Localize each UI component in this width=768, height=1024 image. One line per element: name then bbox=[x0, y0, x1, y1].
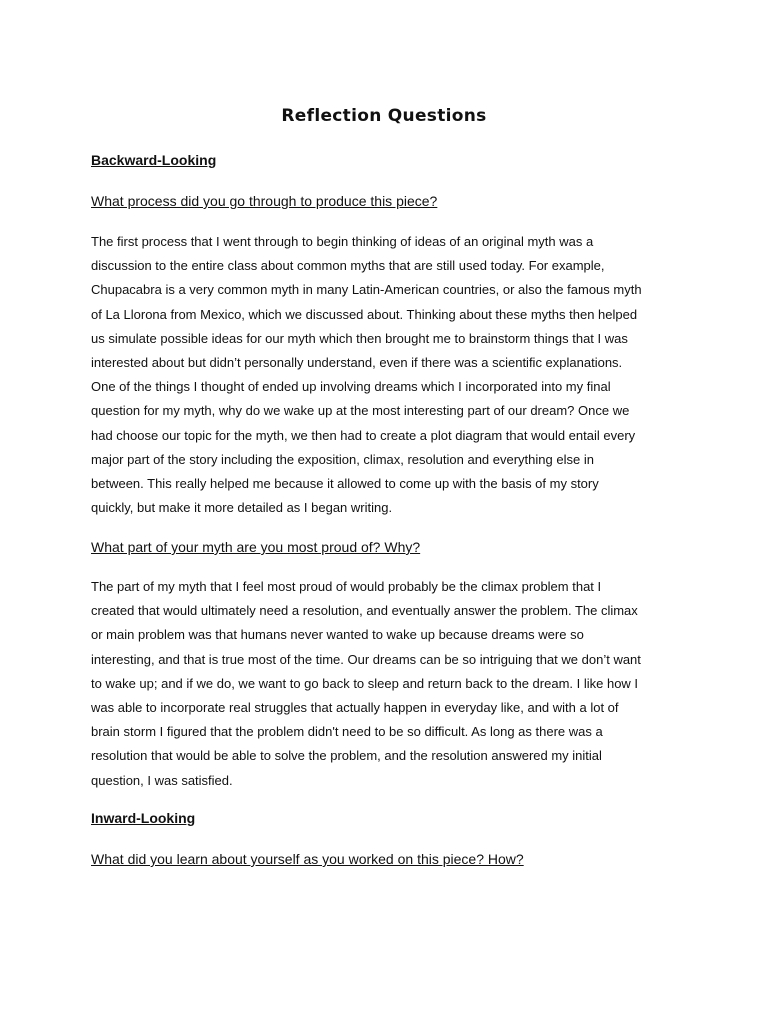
answer-line: of La Llorona from Mexico, which we discussed about. Thinking about these myths then helped bbox=[91, 306, 638, 322]
answer-line: was able to incorporate real struggles that actually happen in everyday like, and with a lot of bbox=[91, 700, 619, 716]
answer-line: between. This really helped me because it allowed to come up with the basis of my story bbox=[91, 476, 599, 492]
answer-line: Chupacabra is a very common myth in many Latin-American countries, or also the famous myth bbox=[91, 282, 642, 298]
section-heading-backward-looking: Backward-Looking bbox=[91, 152, 217, 168]
answer-line: major part of the story including the exposition, climax, resolution and everything else in bbox=[91, 451, 594, 467]
answer-line: or main problem was that humans never wanted to wake up because dreams were so bbox=[91, 627, 584, 643]
question-learn: What did you learn about yourself as you worked on this piece? How? bbox=[91, 851, 524, 867]
section-heading-inward-looking: Inward-Looking bbox=[91, 810, 196, 826]
answer-line: brain storm I figured that the problem didn't need to be so difficult. As long as there was a bbox=[91, 724, 603, 740]
answer-line: to wake up; and if we do, we want to go back to sleep and return back to the dream. I like how I bbox=[91, 675, 639, 691]
answer-process bbox=[91, 230, 683, 520]
answer-line: question for my myth, why do we wake up at the most interesting part of our dream? Once we bbox=[91, 403, 630, 419]
answer-line: quickly, but make it more detailed as I began writing. bbox=[91, 500, 393, 516]
answer-line: question, I was satisfied. bbox=[91, 772, 233, 788]
answer-line: resolution that would be able to solve the problem, and the resolution answered my initial bbox=[91, 748, 602, 764]
answer-line: created that would ultimately need a resolution, and eventually answer the problem. The climax bbox=[91, 603, 638, 619]
page-title: Reflection Questions bbox=[281, 106, 487, 126]
answer-line: discussion to the entire class about common myths that are still used today. For example, bbox=[91, 258, 605, 274]
answer-line: interesting, and that is true most of the time. Our dreams can be so intriguing that we don’t want bbox=[91, 651, 641, 667]
answer-line: The first process that I went through to begin thinking of ideas of an original myth was a bbox=[91, 234, 594, 249]
question-process: What process did you go through to produce this piece? bbox=[91, 193, 438, 209]
answer-line: One of the things I thought of ended up involving dreams which I incorporated into my final bbox=[91, 379, 611, 395]
answer-line: had choose our topic for the myth, we then had to create a plot diagram that would entail every bbox=[91, 427, 636, 443]
question-proud: What part of your myth are you most proud of? Why? bbox=[91, 539, 421, 555]
answer-line: interested about but didn’t personally understand, even if there was a scientific explanations. bbox=[91, 355, 623, 371]
answer-proud bbox=[91, 575, 683, 793]
answer-line: us simulate possible ideas for our myth which then brought me to brainstorm things that I was bbox=[91, 330, 628, 346]
answer-line: The part of my myth that I feel most proud of would probably be the climax problem that I bbox=[91, 579, 602, 594]
